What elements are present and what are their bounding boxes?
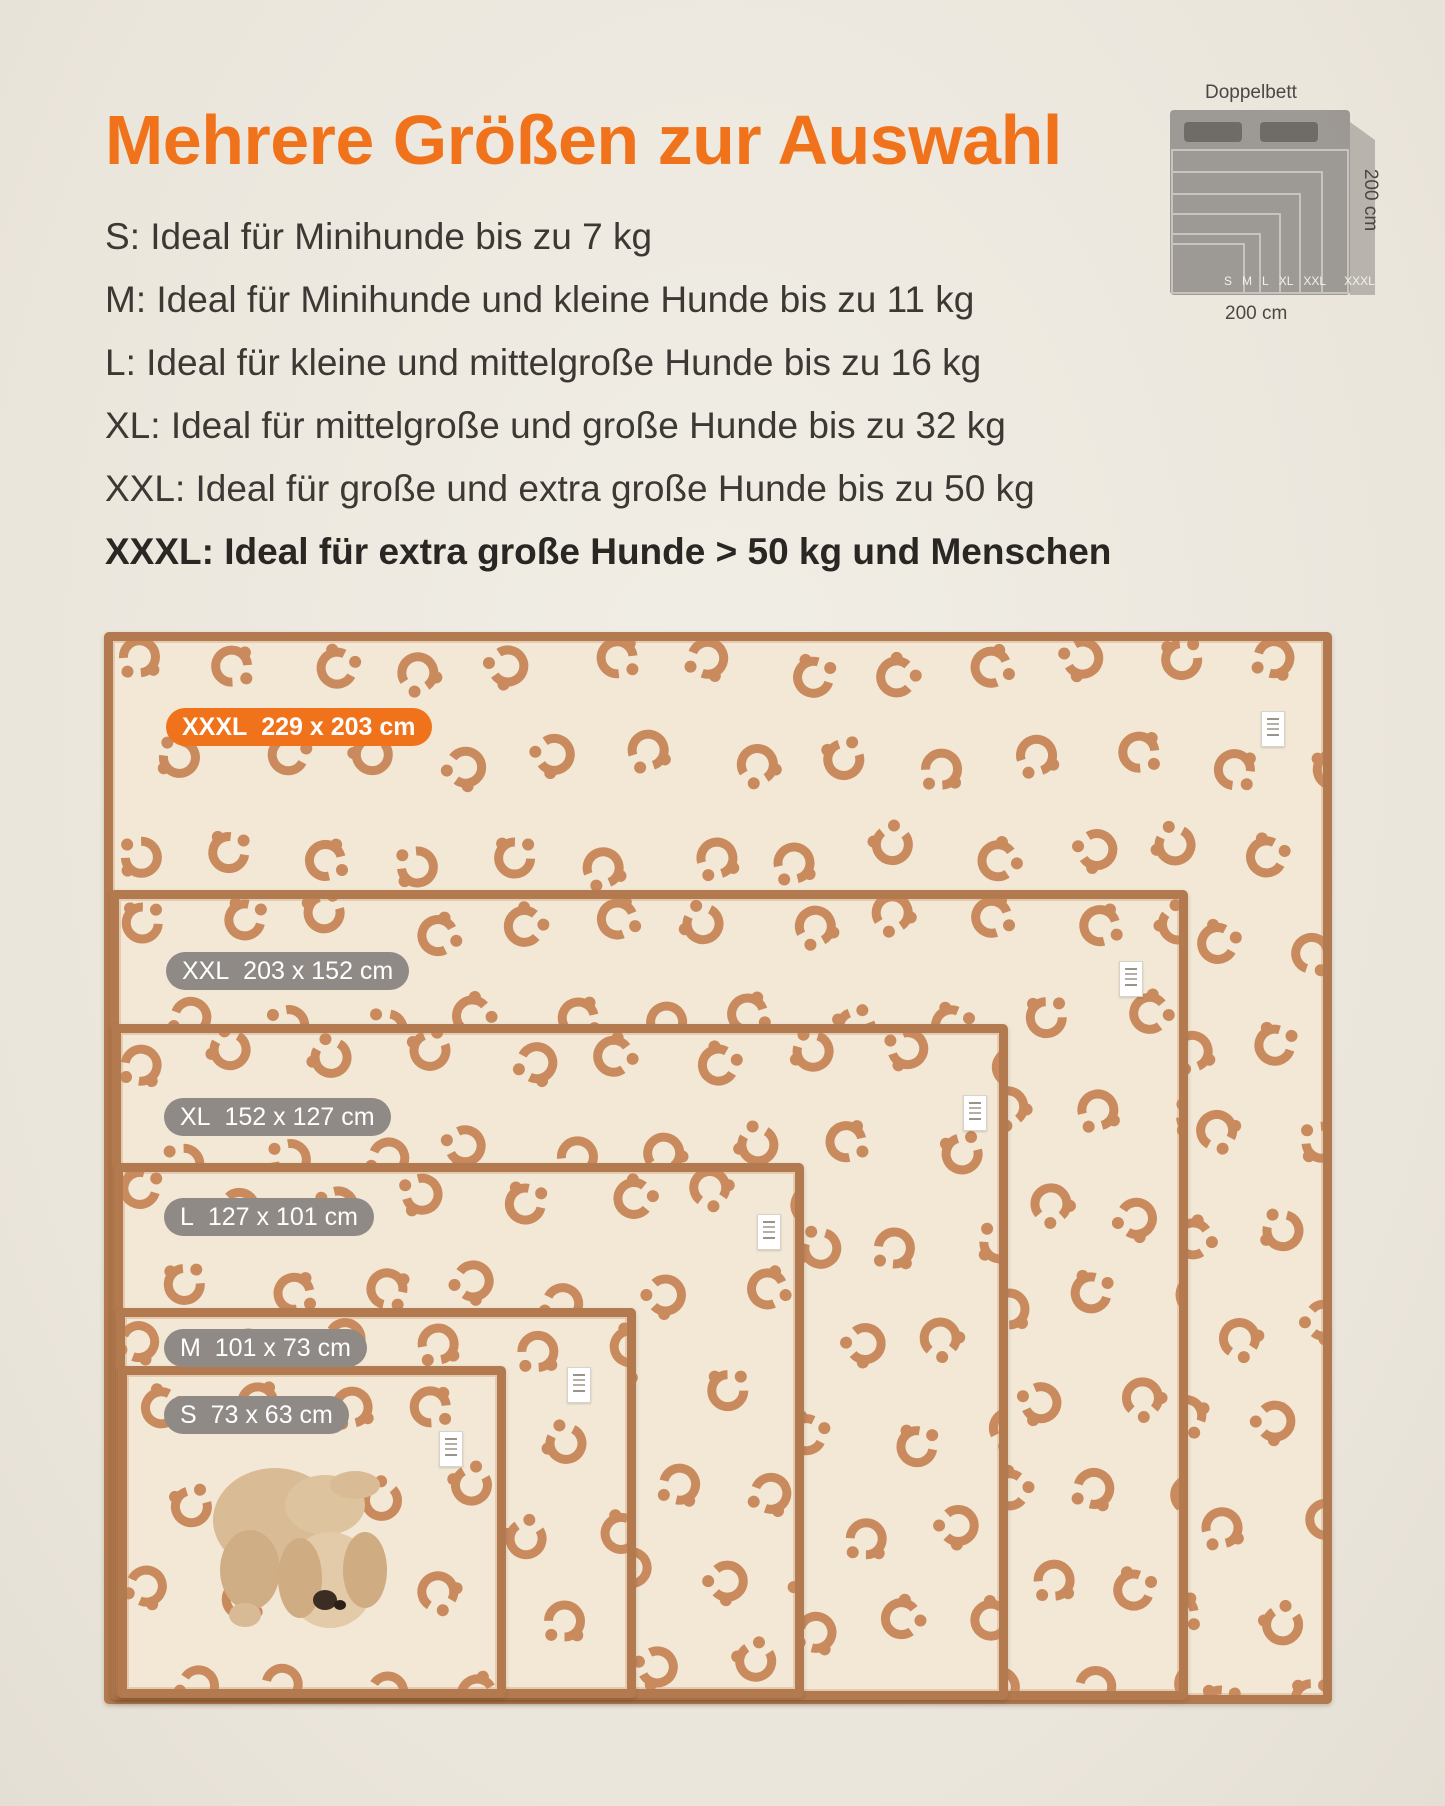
pill-dims: 127 x 101 cm xyxy=(207,1203,358,1231)
bear-print xyxy=(304,1033,354,1082)
bed-code: L xyxy=(1262,274,1269,288)
bear-print xyxy=(969,642,1017,691)
bear-print xyxy=(883,1033,929,1073)
bear-print xyxy=(518,1335,557,1372)
bear-print xyxy=(1178,1664,1179,1691)
bear-print xyxy=(826,1119,869,1164)
bear-print xyxy=(1200,1508,1245,1552)
bear-print xyxy=(405,1033,453,1072)
size-pill-xl xyxy=(164,1098,391,1136)
size-description: : Ideal für große und extra große Hunde bis zu 50 kg xyxy=(174,468,1035,509)
bear-print xyxy=(596,899,643,942)
bear-print xyxy=(119,641,159,678)
size-code: L xyxy=(105,342,126,383)
bear-print xyxy=(597,1507,627,1556)
bear-print xyxy=(580,846,629,894)
care-tag xyxy=(439,1431,463,1467)
pill-size: XXL xyxy=(182,957,230,985)
bear-print xyxy=(495,837,534,874)
page-title: Mehrere Größen zur Auswahl xyxy=(105,101,1062,179)
bear-print xyxy=(729,1634,780,1685)
bear-print xyxy=(1015,1379,1063,1428)
bear-print xyxy=(413,1386,452,1426)
bear-print xyxy=(1252,1020,1299,1066)
bear-print xyxy=(203,1033,253,1074)
bear-print xyxy=(172,1662,223,1689)
pill-dims: 152 x 127 cm xyxy=(224,1103,375,1131)
bear-print xyxy=(731,1118,781,1169)
bear-print xyxy=(1121,731,1160,772)
bear-print xyxy=(1216,1314,1267,1366)
bear-print xyxy=(1309,1500,1323,1539)
bear-print xyxy=(1311,746,1323,789)
bear-print xyxy=(481,641,532,693)
bear-print xyxy=(868,899,919,940)
pill-dims: 203 x 152 cm xyxy=(243,957,394,985)
bear-print xyxy=(1110,1195,1161,1246)
size-pill-m xyxy=(164,1329,367,1367)
bear-print xyxy=(1148,819,1198,869)
size-pill-xxl xyxy=(166,952,409,990)
bear-print xyxy=(1110,1564,1159,1612)
bear-print xyxy=(992,1044,999,1090)
care-tag xyxy=(1119,961,1143,997)
bear-print xyxy=(393,649,444,700)
bear-print xyxy=(259,1664,304,1689)
bear-print xyxy=(1292,1679,1323,1695)
bear-print xyxy=(1200,1684,1242,1695)
bear-print xyxy=(677,899,726,948)
bear-print xyxy=(694,1038,745,1088)
size-code: S xyxy=(105,216,130,257)
pill-size: S xyxy=(180,1401,197,1429)
bear-print xyxy=(847,1522,886,1559)
bear-print xyxy=(916,1313,968,1365)
bear-print xyxy=(223,899,269,940)
bear-print xyxy=(985,1405,999,1454)
bear-print xyxy=(700,1556,752,1608)
bear-print xyxy=(1056,641,1106,684)
bear-print xyxy=(1014,734,1061,780)
size-code: XXL xyxy=(105,468,175,509)
bear-print xyxy=(1193,1106,1243,1157)
bear-print xyxy=(367,1267,411,1312)
care-tag xyxy=(963,1095,987,1131)
bear-print xyxy=(1171,1270,1179,1322)
bear-print xyxy=(414,1567,465,1618)
bear-print xyxy=(1026,1179,1078,1231)
bed-code: S xyxy=(1224,274,1233,288)
bear-print xyxy=(127,1564,170,1613)
size-description: : Ideal für Minihunde und kleine Hunde bis zu 11 kg xyxy=(135,279,975,320)
bed-height-label: 200 cm xyxy=(1360,168,1381,232)
pill-dims: 101 x 73 cm xyxy=(214,1334,351,1362)
bear-print xyxy=(733,741,784,792)
bear-print xyxy=(1073,1667,1118,1691)
bear-print xyxy=(511,1040,561,1089)
bear-print xyxy=(683,641,731,684)
bear-print xyxy=(631,1643,680,1689)
bear-print xyxy=(438,743,490,795)
bear-print xyxy=(772,843,817,886)
bed-label: Doppelbett xyxy=(1205,82,1297,103)
bear-print xyxy=(865,817,917,869)
bear-print xyxy=(1079,902,1124,948)
pill-size: XXXL xyxy=(182,713,248,741)
size-code: XXXL xyxy=(105,531,202,572)
bear-print xyxy=(396,847,435,888)
bear-print xyxy=(877,1591,929,1643)
bear-print xyxy=(838,1319,890,1371)
bear-print xyxy=(313,642,363,692)
bear-print xyxy=(791,652,838,698)
bear-print xyxy=(500,899,552,951)
bear-print xyxy=(1176,1098,1179,1137)
bear-print xyxy=(745,1263,793,1312)
bed-width-label: 200 cm xyxy=(1225,303,1288,324)
bear-print xyxy=(785,1562,795,1614)
bed-code: XXXL xyxy=(1344,274,1375,288)
bear-print xyxy=(931,1501,983,1553)
bear-print xyxy=(540,1417,589,1467)
bear-print xyxy=(1250,641,1296,682)
bear-print xyxy=(208,830,251,871)
bear-print xyxy=(746,1472,794,1519)
bear-print xyxy=(638,1270,690,1322)
bear-print xyxy=(1069,1268,1115,1313)
pill-size: L xyxy=(180,1203,194,1231)
bear-print xyxy=(300,899,346,933)
size-code: XL xyxy=(105,405,151,446)
bear-print xyxy=(872,649,924,701)
bed-code: XXL xyxy=(1303,274,1327,288)
bear-print xyxy=(1256,1598,1308,1649)
bear-print xyxy=(978,1222,999,1263)
bear-print xyxy=(791,903,841,953)
bear-print xyxy=(164,1263,204,1302)
bear-print xyxy=(1151,899,1179,949)
bear-print xyxy=(1297,1296,1323,1348)
bear-print xyxy=(966,1593,999,1645)
pill-dims: 73 x 63 cm xyxy=(210,1401,333,1429)
size-code: M xyxy=(105,279,136,320)
bear-print xyxy=(1070,825,1121,876)
bed-code: XL xyxy=(1278,274,1294,288)
bear-print xyxy=(686,1172,737,1215)
bear-print xyxy=(971,899,1017,940)
bear-print xyxy=(1118,1373,1170,1425)
dog-photo xyxy=(205,1450,390,1650)
bear-print xyxy=(788,1033,834,1074)
bear-print xyxy=(123,1172,164,1209)
bear-print xyxy=(361,1668,412,1689)
care-tag xyxy=(567,1367,591,1403)
bear-print xyxy=(1027,997,1066,1034)
bear-print xyxy=(503,1180,548,1224)
bear-print xyxy=(590,1033,641,1081)
bear-print xyxy=(1247,1396,1299,1448)
bear-print xyxy=(1301,1122,1323,1162)
bear-print xyxy=(446,1257,498,1308)
size-description: : Ideal für kleine und mittelgroße Hunde bis zu 16 kg xyxy=(125,342,982,383)
bear-print xyxy=(1259,1207,1303,1253)
bear-print xyxy=(1193,917,1244,967)
care-tag xyxy=(757,1214,781,1250)
bear-print xyxy=(625,729,672,775)
pill-dims: 229 x 203 cm xyxy=(261,713,416,741)
bear-print xyxy=(215,646,253,686)
bear-print xyxy=(306,837,350,882)
bear-print xyxy=(398,1172,443,1218)
bear-print xyxy=(454,1669,497,1689)
bear-print xyxy=(1070,1468,1116,1513)
bear-print xyxy=(499,1512,550,1563)
bear-print xyxy=(820,735,867,781)
bear-print xyxy=(873,1230,915,1270)
size-pill-s xyxy=(164,1396,349,1434)
bear-print xyxy=(125,1320,162,1368)
size-pill-l xyxy=(164,1198,374,1236)
care-tag xyxy=(1261,711,1285,747)
size-description: : Ideal für mittelgroße und große Hunde bis zu 32 kg xyxy=(150,405,1006,446)
bear-print xyxy=(922,752,961,789)
bear-print xyxy=(417,1325,461,1367)
bear-print xyxy=(788,1179,795,1230)
bear-print xyxy=(121,1046,162,1088)
bear-print xyxy=(1216,749,1256,791)
bear-print xyxy=(1166,1470,1179,1522)
bear-print xyxy=(415,910,464,960)
pill-size: M xyxy=(180,1334,201,1362)
bear-print xyxy=(974,834,1025,886)
bear-print xyxy=(1290,930,1323,978)
bear-print xyxy=(1161,641,1203,677)
bear-print xyxy=(939,1130,985,1175)
size-pill-xxxl xyxy=(166,708,432,746)
bear-print xyxy=(1034,1563,1074,1602)
bear-print xyxy=(545,1605,584,1642)
pill-size: XL xyxy=(180,1103,211,1131)
bear-print xyxy=(609,1172,661,1223)
bear-print xyxy=(527,730,578,782)
bear-print xyxy=(599,641,639,678)
bed-code: M xyxy=(1242,274,1253,288)
size-description: : Ideal für extra große Hunde > 50 kg und Menschen xyxy=(201,531,1112,572)
bear-print xyxy=(122,902,162,940)
bear-print xyxy=(657,1464,702,1508)
bear-print xyxy=(121,838,158,877)
bear-print xyxy=(694,837,740,882)
bear-print xyxy=(606,1321,627,1370)
bear-print xyxy=(709,1371,747,1407)
bear-print xyxy=(1242,830,1293,880)
bear-print xyxy=(1076,1090,1122,1134)
size-description: : Ideal für Minihunde bis zu 7 kg xyxy=(129,216,653,257)
bear-print xyxy=(895,1424,939,1466)
